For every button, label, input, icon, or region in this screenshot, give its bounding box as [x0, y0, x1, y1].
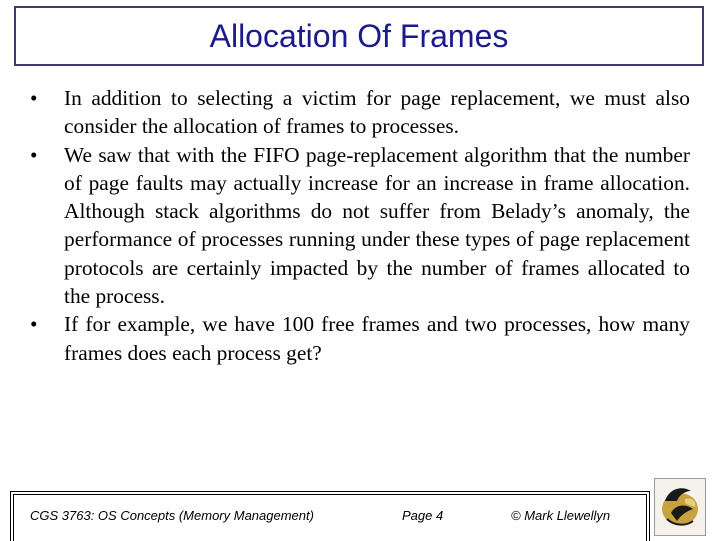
bullet-item — [30, 310, 690, 367]
bullet-text: If for example, we have 100 free frames and two processes, how many frames does each process get? — [64, 312, 690, 365]
slide-title: Allocation Of Frames — [209, 18, 509, 54]
pegasus-logo-graphic — [655, 479, 705, 535]
bullet-item — [30, 141, 690, 311]
bullet-item — [30, 84, 690, 141]
footer-course: CGS 3763: OS Concepts (Memory Management) — [30, 508, 314, 523]
ucf-pegasus-logo-icon — [654, 478, 706, 536]
title-box — [14, 6, 704, 66]
bullet-marker: • — [30, 312, 38, 337]
footer-page-number: Page 4 — [402, 508, 444, 523]
bullet-marker: • — [30, 142, 38, 167]
bullet-list — [30, 84, 690, 367]
footer — [10, 491, 660, 541]
footer-author: © Mark Llewellyn — [511, 508, 611, 523]
bullet-text: We saw that with the FIFO page-replacement algorithm that the number of page faults may actually increase for an increase in frame allocation. Although stack algorithms do not suffer from Belady’s anomaly, the performance of processes running under these types of page replacement protocols are certainly impacted by the number of frames allocated to the process. — [64, 142, 690, 309]
bullet-text: In addition to selecting a victim for page replacement, we must also consider the allocation of frames to processes. — [64, 86, 690, 139]
bullet-marker: • — [30, 86, 38, 110]
